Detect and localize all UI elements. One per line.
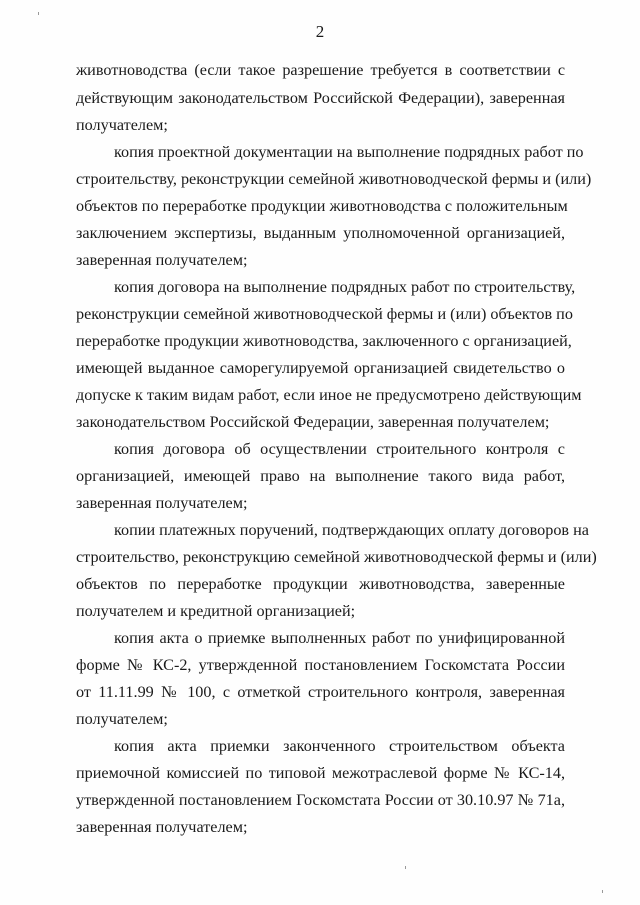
text-line: реконструкции семейной животноводческой фермы и (или) объектов по bbox=[76, 305, 573, 323]
text-line: заверенная получателем; bbox=[76, 251, 248, 269]
text-line: копия проектной документации на выполнение подрядных работ по bbox=[114, 143, 584, 161]
text-line: копия акта о приемке выполненных работ по унифицированной bbox=[114, 629, 565, 647]
text-line: законодательством Российской Федерации, заверенная получателем; bbox=[76, 413, 550, 431]
text-line: объектов по переработке продукции животноводства, заверенные bbox=[76, 575, 565, 593]
text-line: форме № КС-2, утвержденной постановлением Госкомстата России bbox=[76, 656, 565, 674]
text-line: копия договора на выполнение подрядных работ по строительству, bbox=[114, 278, 576, 296]
text-line: получателем; bbox=[76, 116, 168, 134]
text-line: копии платежных поручений, подтверждающих оплату договоров на bbox=[114, 521, 589, 539]
text-line: объектов по переработке продукции животноводства с положительным bbox=[76, 197, 568, 215]
text-line: приемочной комиссией по типовой межотраслевой форме № КС-14, bbox=[76, 764, 565, 782]
scan-speck bbox=[602, 890, 603, 893]
text-line: заверенная получателем; bbox=[76, 494, 248, 512]
text-line: строительство, реконструкцию семейной животноводческой фермы и (или) bbox=[76, 548, 597, 566]
text-line: получателем и кредитной организацией; bbox=[76, 602, 356, 620]
text-line: строительству, реконструкции семейной животноводческой фермы и (или) bbox=[76, 170, 592, 188]
text-line: заверенная получателем; bbox=[76, 818, 248, 836]
text-line: имеющей выданное саморегулируемой организацией свидетельство о bbox=[76, 359, 565, 377]
text-line: переработке продукции животноводства, заключенного с организацией, bbox=[76, 332, 572, 350]
text-line: копия акта приемки законченного строительством объекта bbox=[114, 737, 565, 755]
scan-speck bbox=[38, 12, 39, 15]
text-line: от 11.11.99 № 100, с отметкой строительного контроля, заверенная bbox=[76, 683, 565, 701]
text-line: получателем; bbox=[76, 710, 168, 728]
scan-speck bbox=[405, 866, 406, 869]
text-line: животноводства (если такое разрешение требуется в соответствии с bbox=[76, 61, 565, 79]
text-line: допуске к таким видам работ, если иное не предусмотрено действующим bbox=[76, 386, 582, 404]
text-line: действующим законодательством Российской Федерации), заверенная bbox=[76, 89, 565, 107]
text-line: утвержденной постановлением Госкомстата России от 30.10.97 № 71а, bbox=[76, 791, 565, 809]
page-number: 2 bbox=[315, 22, 325, 41]
text-line: заключением экспертизы, выданным уполномоченной организацией, bbox=[76, 224, 565, 242]
text-line: копия договора об осуществлении строительного контроля с bbox=[114, 440, 565, 458]
text-line: организацией, имеющей право на выполнение такого вида работ, bbox=[76, 467, 565, 485]
